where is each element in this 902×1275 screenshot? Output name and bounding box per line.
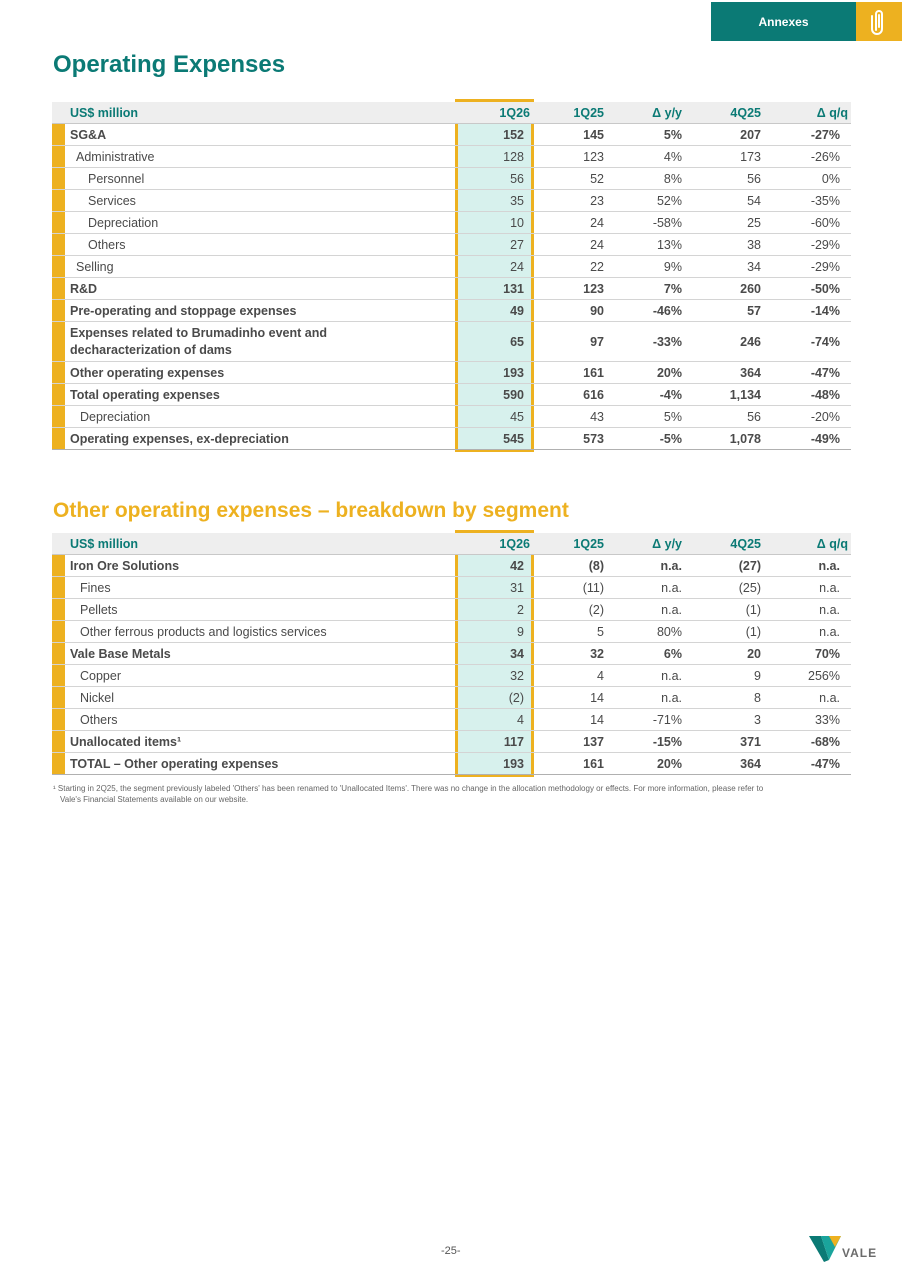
cell-1q25: 43 xyxy=(590,409,604,424)
cell-1q26: 2 xyxy=(517,602,524,617)
footnote xyxy=(53,783,855,805)
cell-1q26: (2) xyxy=(508,690,524,705)
cell-4q25: 364 xyxy=(740,365,761,380)
cell-yoy: 5% xyxy=(663,409,682,424)
table-row xyxy=(52,621,851,643)
cell-qoq: -35% xyxy=(810,193,840,208)
cell-yoy: n.a. xyxy=(661,602,682,617)
cell-qoq: 256% xyxy=(808,668,840,683)
cell-1q26: 31 xyxy=(510,580,524,595)
cell-1q25: 161 xyxy=(583,365,604,380)
cell-4q25: 54 xyxy=(747,193,761,208)
cell-qoq: n.a. xyxy=(819,624,840,639)
operating-expenses-table xyxy=(52,102,851,450)
cell-qoq: 0% xyxy=(821,171,840,186)
cell-yoy: -46% xyxy=(652,303,682,318)
table-row xyxy=(52,362,851,384)
paperclip-icon xyxy=(871,8,887,36)
column-header-1q25: 1Q25 xyxy=(573,536,604,551)
cell-qoq: -68% xyxy=(810,734,840,749)
row-label: Services xyxy=(88,193,136,208)
cell-qoq: 70% xyxy=(814,646,840,661)
cell-1q25: 4 xyxy=(597,668,604,683)
cell-4q25: 3 xyxy=(754,712,761,727)
column-header-qoq: Δ q/q xyxy=(816,105,848,120)
table-row xyxy=(52,212,851,234)
cell-4q25: 173 xyxy=(740,149,761,164)
cell-1q25: 97 xyxy=(590,334,604,349)
cell-4q25: 246 xyxy=(740,334,761,349)
cell-yoy: 9% xyxy=(663,259,682,274)
row-label: Total operating expenses xyxy=(70,387,220,402)
cell-1q25: 616 xyxy=(583,387,604,402)
cell-1q26: 4 xyxy=(517,712,524,727)
table-row xyxy=(52,234,851,256)
table-row xyxy=(52,300,851,322)
table-row xyxy=(52,428,851,450)
cell-yoy: -5% xyxy=(659,431,682,446)
cell-1q25: (11) xyxy=(582,580,604,595)
row-label: Depreciation xyxy=(80,409,151,424)
table-row xyxy=(52,731,851,753)
table-row xyxy=(52,256,851,278)
cell-1q26: 131 xyxy=(503,281,524,296)
column-header-label: US$ million xyxy=(70,536,139,551)
table-row xyxy=(52,577,851,599)
table-header-row xyxy=(52,102,851,124)
table-row xyxy=(52,753,851,775)
cell-qoq: -48% xyxy=(810,387,840,402)
cell-4q25: 371 xyxy=(740,734,761,749)
cell-1q25: 32 xyxy=(590,646,604,661)
row-label: Expenses related to Brumadinho event and decharacterization of dams xyxy=(70,325,328,357)
table-row xyxy=(52,190,851,212)
cell-qoq: -27% xyxy=(810,127,840,142)
column-header-yoy: Δ y/y xyxy=(652,105,682,120)
row-label: Personnel xyxy=(88,171,145,186)
cell-1q25: 23 xyxy=(590,193,604,208)
row-label: Iron Ore Solutions xyxy=(70,558,180,573)
cell-yoy: 20% xyxy=(656,756,682,771)
cell-1q26: 27 xyxy=(510,237,524,252)
cell-yoy: 13% xyxy=(656,237,682,252)
cell-1q26: 152 xyxy=(503,127,524,142)
cell-4q25: 207 xyxy=(740,127,761,142)
cell-1q26: 9 xyxy=(517,624,524,639)
column-header-1q26: 1Q26 xyxy=(499,536,530,551)
footnote-line-1: ¹ Starting in 2Q25, the segment previously labeled 'Others' has been renamed to 'Unallocated Items'. There was no change in the allocation methodology or effects. For more information, please refer to xyxy=(53,784,764,793)
cell-1q26: 193 xyxy=(503,756,524,771)
cell-1q25: 5 xyxy=(597,624,604,639)
cell-yoy: 80% xyxy=(656,624,682,639)
cell-qoq: -74% xyxy=(810,334,840,349)
row-label: Pre-operating and stoppage expenses xyxy=(70,303,297,318)
cell-1q26: 545 xyxy=(503,431,524,446)
cell-4q25: 56 xyxy=(747,171,761,186)
column-header-4q25: 4Q25 xyxy=(730,536,761,551)
table-header-row xyxy=(52,533,851,555)
cell-1q26: 35 xyxy=(510,193,524,208)
cell-qoq: -47% xyxy=(810,365,840,380)
cell-4q25: 34 xyxy=(747,259,761,274)
row-label: Other operating expenses xyxy=(70,365,225,380)
vale-logo-text: VALE xyxy=(842,1246,878,1260)
cell-qoq: n.a. xyxy=(819,690,840,705)
column-header-qoq: Δ q/q xyxy=(816,536,848,551)
other-expenses-title: Other operating expenses – breakdown by segment xyxy=(53,499,569,522)
cell-1q26: 32 xyxy=(510,668,524,683)
operating-expenses-title: Operating Expenses xyxy=(53,51,286,78)
row-label: SG&A xyxy=(70,127,107,142)
row-label: Pellets xyxy=(80,602,118,617)
cell-1q25: 24 xyxy=(590,215,604,230)
cell-yoy: -15% xyxy=(652,734,682,749)
cell-4q25: 57 xyxy=(747,303,761,318)
row-label: TOTAL – Other operating expenses xyxy=(70,756,279,771)
cell-yoy: 6% xyxy=(663,646,682,661)
cell-1q25: 14 xyxy=(590,712,604,727)
cell-1q25: 145 xyxy=(583,127,604,142)
cell-yoy: 52% xyxy=(656,193,682,208)
cell-4q25: 38 xyxy=(747,237,761,252)
cell-4q25: (25) xyxy=(738,580,761,595)
table-row xyxy=(52,599,851,621)
cell-yoy: -58% xyxy=(652,215,682,230)
row-label: Selling xyxy=(76,259,114,274)
cell-yoy: 20% xyxy=(656,365,682,380)
cell-qoq: 33% xyxy=(814,712,840,727)
cell-1q25: 52 xyxy=(590,171,604,186)
cell-yoy: -4% xyxy=(659,387,682,402)
row-label: Depreciation xyxy=(88,215,159,230)
cell-yoy: n.a. xyxy=(660,558,682,573)
cell-4q25: 1,078 xyxy=(729,431,761,446)
row-label: Fines xyxy=(80,580,111,595)
cell-1q26: 24 xyxy=(510,259,524,274)
table-row xyxy=(52,687,851,709)
vale-logo-icon xyxy=(807,1233,843,1263)
cell-4q25: 364 xyxy=(740,756,761,771)
row-label: Operating expenses, ex-depreciation xyxy=(70,431,289,446)
cell-qoq: -49% xyxy=(810,431,840,446)
column-header-4q25: 4Q25 xyxy=(730,105,761,120)
cell-1q25: 123 xyxy=(583,281,604,296)
cell-4q25: 25 xyxy=(747,215,761,230)
cell-1q25: 123 xyxy=(583,149,604,164)
column-header-yoy: Δ y/y xyxy=(652,536,682,551)
cell-1q25: 90 xyxy=(590,303,604,318)
table-row xyxy=(52,665,851,687)
cell-1q26: 117 xyxy=(503,734,524,749)
cell-yoy: n.a. xyxy=(661,580,682,595)
cell-1q26: 128 xyxy=(503,149,524,164)
row-label: Others xyxy=(80,712,118,727)
row-label: Vale Base Metals xyxy=(70,646,171,661)
cell-yoy: 8% xyxy=(663,171,682,186)
table-row xyxy=(52,406,851,428)
page-number: -25- xyxy=(441,1245,461,1257)
cell-yoy: 7% xyxy=(663,281,682,296)
cell-4q25: 9 xyxy=(754,668,761,683)
row-label: Others xyxy=(88,237,126,252)
cell-qoq: -20% xyxy=(810,409,840,424)
cell-qoq: -50% xyxy=(810,281,840,296)
cell-1q26: 590 xyxy=(503,387,524,402)
column-header-1q25: 1Q25 xyxy=(573,105,604,120)
paperclip-tab[interactable] xyxy=(856,2,902,41)
cell-qoq: -14% xyxy=(810,303,840,318)
cell-4q25: (1) xyxy=(745,602,761,617)
row-label: Copper xyxy=(80,668,121,683)
cell-qoq: n.a. xyxy=(819,580,840,595)
row-label: Nickel xyxy=(80,690,115,705)
row-label: Unallocated items¹ xyxy=(70,734,182,749)
cell-1q25: 14 xyxy=(590,690,604,705)
cell-qoq: -29% xyxy=(810,259,840,274)
cell-1q26: 65 xyxy=(510,334,524,349)
cell-1q25: 24 xyxy=(590,237,604,252)
cell-yoy: -33% xyxy=(652,334,682,349)
cell-1q26: 42 xyxy=(510,558,524,573)
table-row xyxy=(52,643,851,665)
cell-yoy: 4% xyxy=(663,149,682,164)
cell-4q25: 56 xyxy=(747,409,761,424)
row-label: Administrative xyxy=(76,149,155,164)
cell-qoq: -47% xyxy=(810,756,840,771)
table-row xyxy=(52,146,851,168)
row-label: Other ferrous products and logistics services xyxy=(80,624,327,639)
cell-1q25: 161 xyxy=(583,756,604,771)
cell-4q25: 1,134 xyxy=(729,387,761,402)
cell-1q25: (2) xyxy=(588,602,604,617)
cell-qoq: -26% xyxy=(810,149,840,164)
cell-qoq: n.a. xyxy=(818,558,840,573)
row-label: R&D xyxy=(70,281,98,296)
cell-1q26: 45 xyxy=(510,409,524,424)
cell-yoy: n.a. xyxy=(661,690,682,705)
table-row xyxy=(52,168,851,190)
cell-4q25: (27) xyxy=(738,558,761,573)
cell-1q26: 56 xyxy=(510,171,524,186)
cell-1q25: (8) xyxy=(588,558,604,573)
cell-4q25: 260 xyxy=(740,281,761,296)
other-expenses-table xyxy=(52,533,851,775)
table-row xyxy=(52,709,851,731)
cell-4q25: 8 xyxy=(754,690,761,705)
cell-qoq: -60% xyxy=(810,215,840,230)
column-header-label: US$ million xyxy=(70,105,139,120)
table-row xyxy=(52,278,851,300)
cell-4q25: 20 xyxy=(747,646,761,661)
column-header-1q26: 1Q26 xyxy=(499,105,530,120)
cell-1q25: 22 xyxy=(590,259,604,274)
cell-1q26: 34 xyxy=(510,646,524,661)
cell-4q25: (1) xyxy=(745,624,761,639)
cell-qoq: -29% xyxy=(810,237,840,252)
table-row xyxy=(52,322,851,362)
table-row xyxy=(52,124,851,146)
cell-1q26: 49 xyxy=(510,303,524,318)
table-row xyxy=(52,555,851,577)
cell-1q25: 137 xyxy=(583,734,604,749)
cell-1q26: 193 xyxy=(503,365,524,380)
cell-yoy: n.a. xyxy=(661,668,682,683)
cell-yoy: 5% xyxy=(663,127,682,142)
footnote-line-2: Vale's Financial Statements available on our website. xyxy=(60,795,249,804)
cell-1q25: 573 xyxy=(583,431,604,446)
table-row xyxy=(52,384,851,406)
cell-1q26: 10 xyxy=(510,215,524,230)
cell-qoq: n.a. xyxy=(819,602,840,617)
cell-yoy: -71% xyxy=(652,712,682,727)
annexes-tab[interactable]: Annexes xyxy=(711,2,856,41)
